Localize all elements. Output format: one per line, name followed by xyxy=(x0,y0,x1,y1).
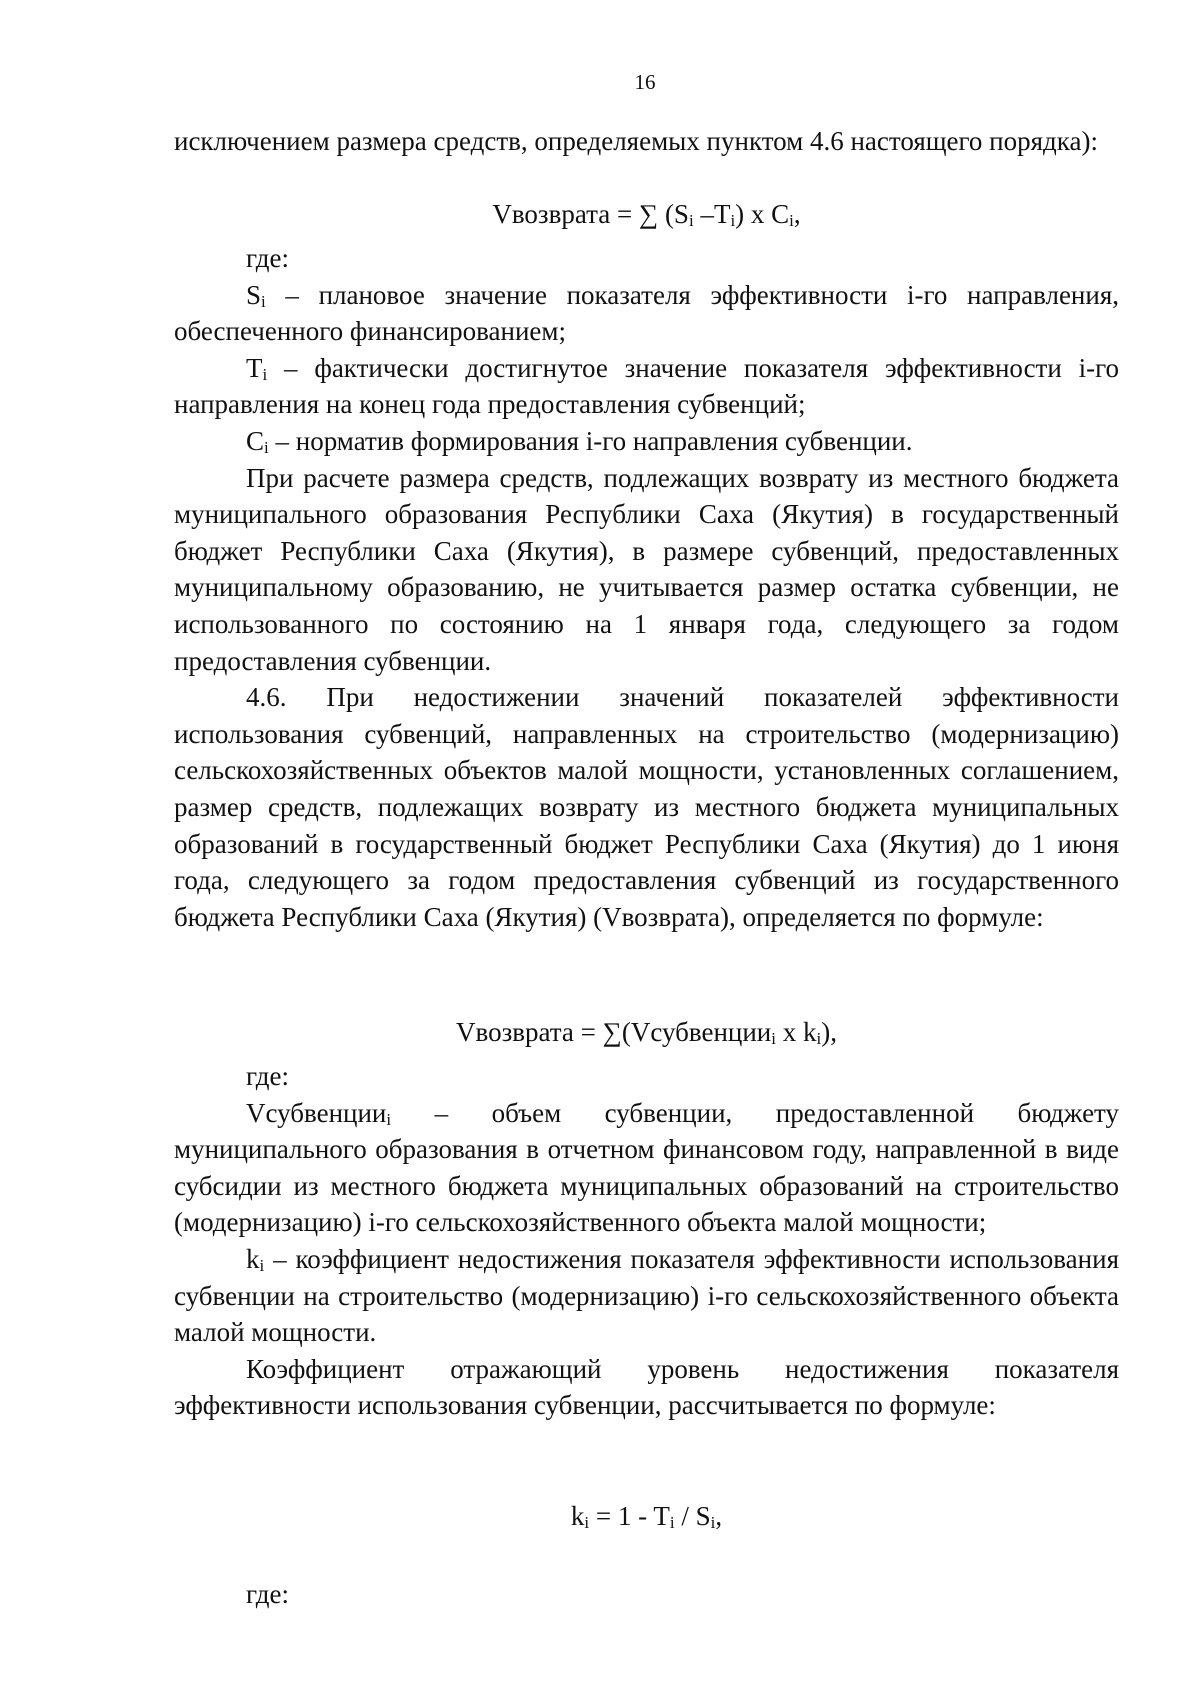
section-two-tail xyxy=(174,1576,1119,1613)
definition-s: $S_i$ – плановое значение показателя эффективности i-го направления, обеспеченного финансированием; xyxy=(174,279,1119,347)
where-label: где: xyxy=(246,243,289,273)
definition-c: $C_i$ – норматив формирования i-го направления субвенции. xyxy=(246,425,913,457)
formula-three xyxy=(174,1498,1119,1535)
section-one-definitions xyxy=(174,240,1119,935)
return-formula-2: Vвозврата = ∑(Vсубвенции$_i$ х $k_i$), xyxy=(456,1017,837,1048)
formula-one xyxy=(174,196,1119,233)
calculation-paragraph: При расчете размера средств, подлежащих возврату из местного бюджета муниципального образования Республики Саха (Якутия) в государственный бюджет Республики Саха (Якутия), в размере субвенций, предоставленных муниципальному образованию, не учитывается размер остатка субвенции, не использованного по состоянию на 1 января года, следующего за годом предоставления субвенции. xyxy=(174,462,1119,676)
formula-two xyxy=(174,1014,1119,1051)
coefficient-formula: $k_i = 1 - T_i / S_i$, xyxy=(570,1501,723,1532)
definition-vsubvention: Vсубвенции$_i$ – объем субвенции, предоставленной бюджету муниципального образования в отчетном финансовом году, направленной в виде субсидии из местного бюджета муниципальных образований на строительство (модернизацию) i-го сельскохозяйственного объекта малой мощности; xyxy=(174,1097,1119,1238)
where-label: где: xyxy=(246,1061,289,1091)
definition-t: $T_i$ – фактически достигнутое значение показателя эффективности i-го направления на конец года предоставления субвенций; xyxy=(174,352,1119,420)
page-number: 16 xyxy=(634,70,656,94)
return-formula-1: Vвозврата = ∑ ($S_i$ $-T_i$) х $C_i$, xyxy=(492,199,801,230)
coefficient-paragraph: Коэффициент отражающий уровень недостижения показателя эффективности использования субвенции, рассчитывается по формуле: xyxy=(174,1353,1119,1421)
section-two-definitions xyxy=(174,1058,1119,1424)
where-label: где: xyxy=(246,1579,289,1609)
definition-k: $k_i$ – коэффициент недостижения показателя эффективности использования субвенции на строительство (модернизацию) i-го сельскохозяйственного объекта малой мощности. xyxy=(174,1243,1119,1348)
intro-paragraph: исключением размера средств, определяемых пунктом 4.6 настоящего порядка): xyxy=(174,126,1098,156)
clause-4-6-paragraph: 4.6. При недостижении значений показателей эффективности использования субвенций, направленных на строительство (модернизацию) сельскохозяйственных объектов малой мощности, установленных соглашением, размер средств, подлежащих возврату из местного бюджета муниципальных образований в государственный бюджет Республики Саха (Якутия) до 1 июня года, следующего за годом предоставления субвенций из государственного бюджета Республики Саха (Якутия) (Vвозврата), определяется по формуле: xyxy=(174,682,1119,932)
section-one xyxy=(174,123,1119,160)
